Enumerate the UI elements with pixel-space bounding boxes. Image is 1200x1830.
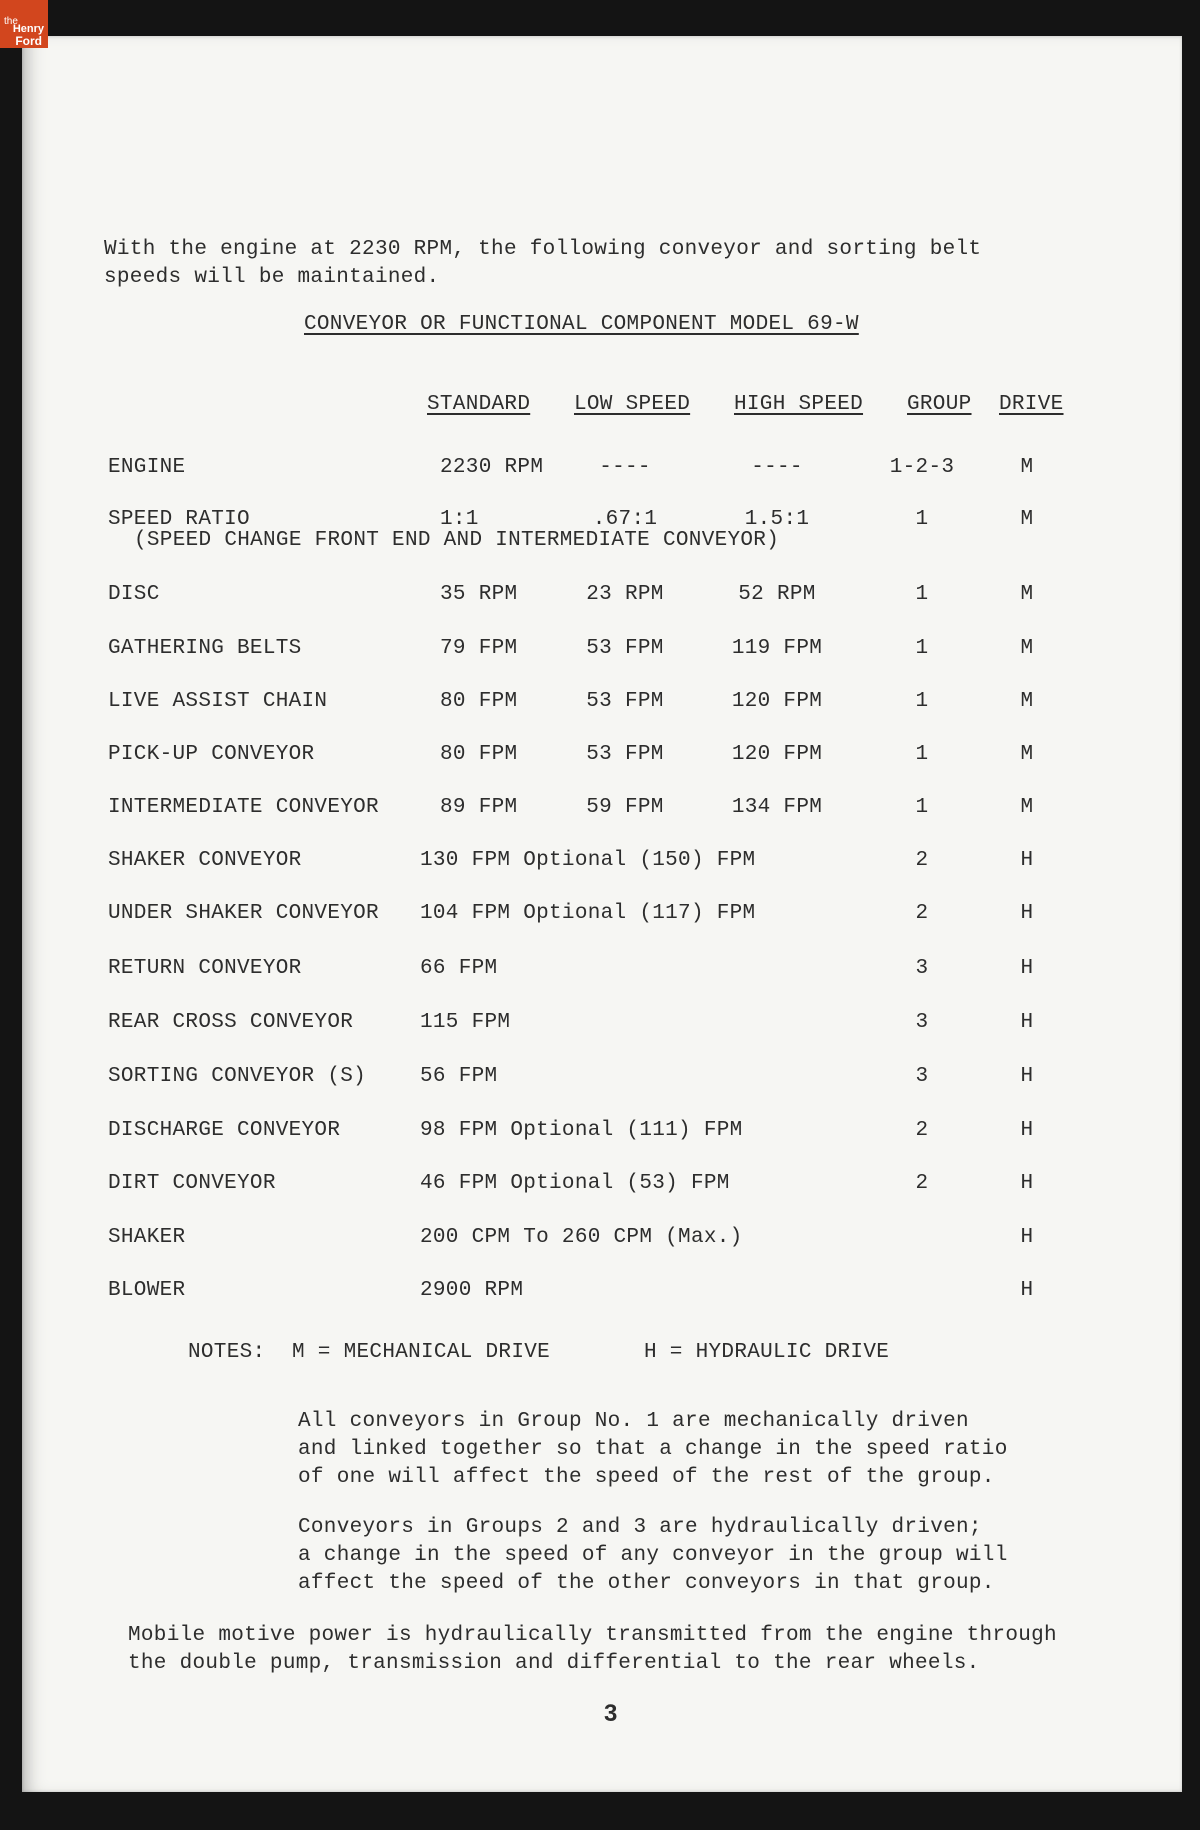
row-component-name: SHAKER xyxy=(108,1226,186,1249)
row-group: 1 xyxy=(915,583,929,606)
row-standard-speed: 80 FPM xyxy=(440,690,518,713)
row-group: 1 xyxy=(915,690,929,713)
row-group: 3 xyxy=(915,957,929,980)
document-page xyxy=(22,36,1182,1792)
row-component-name: BLOWER xyxy=(108,1279,186,1302)
row-group: 1 xyxy=(915,637,929,660)
row-drive: M xyxy=(1020,743,1034,766)
row-component-name: GATHERING BELTS xyxy=(108,637,302,660)
row-standard-speed: 130 FPM Optional (150) FPM xyxy=(420,849,756,872)
row-low-speed: 59 FPM xyxy=(586,796,664,819)
row-group: 3 xyxy=(915,1065,929,1088)
row-low-speed: .67:1 xyxy=(592,508,658,531)
row-standard-speed: 1:1 xyxy=(440,508,479,531)
row-high-speed: ---- xyxy=(751,456,803,479)
row-standard-speed: 104 FPM Optional (117) FPM xyxy=(420,902,756,925)
paragraph-group-1-line: All conveyors in Group No. 1 are mechanically driven xyxy=(298,1410,969,1433)
row-drive: M xyxy=(1020,690,1034,713)
paragraph-motive-power-line: the double pump, transmission and differential to the rear wheels. xyxy=(128,1652,980,1675)
row-component-name: SORTING CONVEYOR (S) xyxy=(108,1065,367,1088)
paragraph-groups-2-3-line: affect the speed of the other conveyors in that group. xyxy=(298,1572,995,1595)
row-drive: M xyxy=(1020,583,1034,606)
row-group: 2 xyxy=(915,1119,929,1142)
henry-ford-logo xyxy=(0,0,48,48)
row-drive: H xyxy=(1020,1279,1034,1302)
paragraph-groups-2-3-line: a change in the speed of any conveyor in the group will xyxy=(298,1544,1008,1567)
row-high-speed: 1.5:1 xyxy=(744,508,810,531)
row-standard-speed: 79 FPM xyxy=(440,637,518,660)
row-component-name: DISC xyxy=(108,583,160,606)
row-component-name: LIVE ASSIST CHAIN xyxy=(108,690,328,713)
row-standard-speed: 115 FPM xyxy=(420,1011,511,1034)
row-standard-speed: 89 FPM xyxy=(440,796,518,819)
paragraph-motive-power-line: Mobile motive power is hydraulically transmitted from the engine through xyxy=(128,1624,1057,1647)
row-high-speed: 52 RPM xyxy=(738,583,816,606)
header-high-speed: HIGH SPEED xyxy=(734,393,864,416)
row-standard-speed: 200 CPM To 260 CPM (Max.) xyxy=(420,1226,743,1249)
row-standard-speed: 46 FPM Optional (53) FPM xyxy=(420,1172,730,1195)
row-standard-speed: 98 FPM Optional (111) FPM xyxy=(420,1119,743,1142)
row-group: 3 xyxy=(915,1011,929,1034)
page-number: 3 xyxy=(604,1700,618,1727)
row-high-speed: 120 FPM xyxy=(731,743,823,766)
row-drive: M xyxy=(1020,796,1034,819)
intro-line-2: speeds will be maintained. xyxy=(104,266,440,289)
intro-line-1: With the engine at 2230 RPM, the following conveyor and sorting belt xyxy=(104,238,982,261)
row-component-name: UNDER SHAKER CONVEYOR xyxy=(108,902,379,925)
header-group: GROUP xyxy=(907,393,972,416)
row-standard-speed: 35 RPM xyxy=(440,583,518,606)
row-drive: H xyxy=(1020,957,1034,980)
paragraph-motive-power xyxy=(128,1622,1057,1678)
row-group: 1 xyxy=(915,743,929,766)
paragraph-group-1 xyxy=(298,1408,1008,1492)
row-drive: H xyxy=(1020,1172,1034,1195)
logo-line-the: the xyxy=(4,16,18,27)
row-component-name: RETURN CONVEYOR xyxy=(108,957,302,980)
speed-ratio-note: (SPEED CHANGE FRONT END AND INTERMEDIATE CONVEYOR) xyxy=(134,529,780,552)
row-component-name: ENGINE xyxy=(108,456,186,479)
row-low-speed: ---- xyxy=(599,456,651,479)
paragraph-group-1-line: and linked together so that a change in the speed ratio xyxy=(298,1438,1008,1461)
row-group: 1 xyxy=(915,796,929,819)
row-drive: M xyxy=(1020,637,1034,660)
row-standard-speed: 66 FPM xyxy=(420,957,498,980)
row-drive: H xyxy=(1020,1065,1034,1088)
row-group: 1 xyxy=(915,508,929,531)
row-component-name: SPEED RATIO xyxy=(108,508,250,531)
row-component-name: INTERMEDIATE CONVEYOR xyxy=(108,796,379,819)
paragraph-groups-2-3-line: Conveyors in Groups 2 and 3 are hydraulically driven; xyxy=(298,1516,982,1539)
row-group: 2 xyxy=(915,849,929,872)
row-low-speed: 53 FPM xyxy=(586,637,664,660)
row-component-name: SHAKER CONVEYOR xyxy=(108,849,302,872)
row-group: 1-2-3 xyxy=(889,456,955,479)
header-standard: STANDARD xyxy=(427,393,531,416)
row-low-speed: 53 FPM xyxy=(586,690,664,713)
logo-line-henry: Henry xyxy=(12,23,44,35)
row-component-name: DIRT CONVEYOR xyxy=(108,1172,276,1195)
row-group: 2 xyxy=(915,1172,929,1195)
row-standard-speed: 56 FPM xyxy=(420,1065,498,1088)
paragraph-groups-2-3 xyxy=(298,1514,1008,1598)
row-low-speed: 53 FPM xyxy=(586,743,664,766)
row-drive: H xyxy=(1020,1226,1034,1249)
logo-line-ford: Ford xyxy=(15,34,42,48)
row-standard-speed: 80 FPM xyxy=(440,743,518,766)
row-component-name: REAR CROSS CONVEYOR xyxy=(108,1011,354,1034)
header-low-speed: LOW SPEED xyxy=(574,393,691,416)
row-high-speed: 119 FPM xyxy=(731,637,823,660)
row-standard-speed: 2230 RPM xyxy=(440,456,544,479)
notes-hydraulic: H = HYDRAULIC DRIVE xyxy=(644,1341,890,1364)
row-drive: M xyxy=(1020,456,1034,479)
notes-label: NOTES: xyxy=(188,1341,266,1364)
row-drive: H xyxy=(1020,1119,1034,1142)
row-drive: M xyxy=(1020,508,1034,531)
row-component-name: DISCHARGE CONVEYOR xyxy=(108,1119,341,1142)
paragraph-group-1-line: of one will affect the speed of the rest of the group. xyxy=(298,1466,995,1489)
row-group: 2 xyxy=(915,902,929,925)
row-component-name: PICK-UP CONVEYOR xyxy=(108,743,315,766)
row-standard-speed: 2900 RPM xyxy=(420,1279,524,1302)
row-high-speed: 120 FPM xyxy=(731,690,823,713)
table-title: CONVEYOR OR FUNCTIONAL COMPONENT MODEL 69-W xyxy=(304,313,859,336)
row-high-speed: 134 FPM xyxy=(731,796,823,819)
header-drive: DRIVE xyxy=(999,393,1064,416)
row-drive: H xyxy=(1020,849,1034,872)
notes-mechanical: M = MECHANICAL DRIVE xyxy=(292,1341,551,1364)
row-drive: H xyxy=(1020,902,1034,925)
row-drive: H xyxy=(1020,1011,1034,1034)
row-low-speed: 23 RPM xyxy=(586,583,664,606)
